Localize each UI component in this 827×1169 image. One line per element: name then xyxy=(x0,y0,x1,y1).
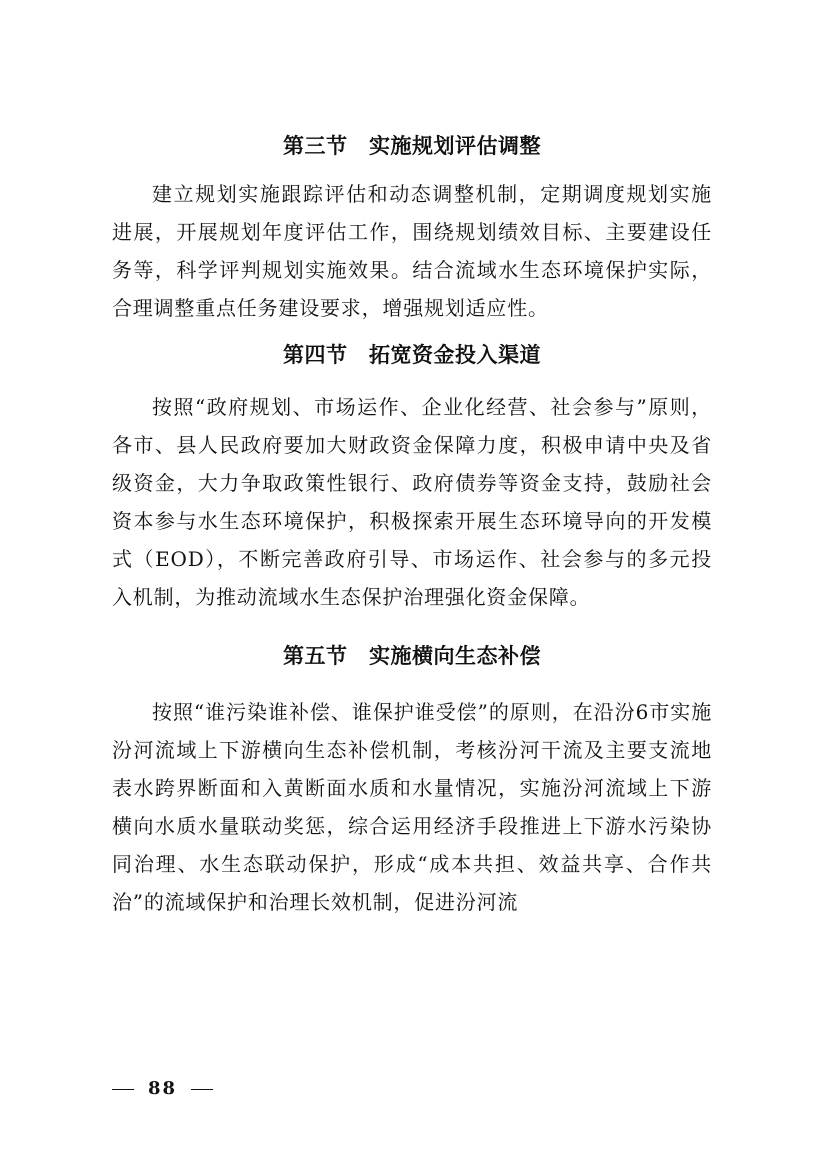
document-body xyxy=(112,126,712,921)
section-title-5: 第五节 实施横向生态补偿 xyxy=(283,644,541,668)
section-paragraph-5: 按照“谁污染谁补偿、谁保护谁受偿”的原则，在沿汾6市实施汾河流域上下游横向生态补偿机制，考核汾河干流及主要支流地表水跨界断面和入黄断面水质和水量情况，实施汾河流域上下游横向水质水量联动奖惩，综合运用经济手段推进上下游水污染协同治理、水生态联动保护，形成“成本共担、效益共享、合作共治”的流域保护和治理长效机制，促进汾河流 xyxy=(112,700,712,914)
section-paragraph-4: 按照“政府规划、市场运作、企业化经营、社会参与”原则，各市、县人民政府要加大财政资金保障力度，积极申请中央及省级资金，大力争取政策性银行、政府债券等资金支持，鼓励社会资本参与水生态环境保护，积极探索开展生态环境导向的开发模式（EOD），不断完善政府引导、市场运作、社会参与的多元投入机制，为推动流域水生态保护治理强化资金保障。 xyxy=(112,395,712,609)
page-footer xyxy=(112,1078,227,1099)
section-paragraph-3: 建立规划实施跟踪评估和动态调整机制，定期调度规划实施进展，开展规划年度评估工作，围绕规划绩效目标、主要建设任务等，科学评判规划实施效果。结合流域水生态环境保护实际，合理调整重点任务建设要求，增强规划适应性。 xyxy=(112,182,712,320)
footer-dash-right xyxy=(191,1089,213,1090)
section-title-4: 第四节 拓宽资金投入渠道 xyxy=(283,343,541,367)
footer-dash-left xyxy=(112,1089,134,1090)
section-title-3: 第三节 实施规划评估调整 xyxy=(283,134,541,158)
page-number: 88 xyxy=(148,1078,178,1099)
